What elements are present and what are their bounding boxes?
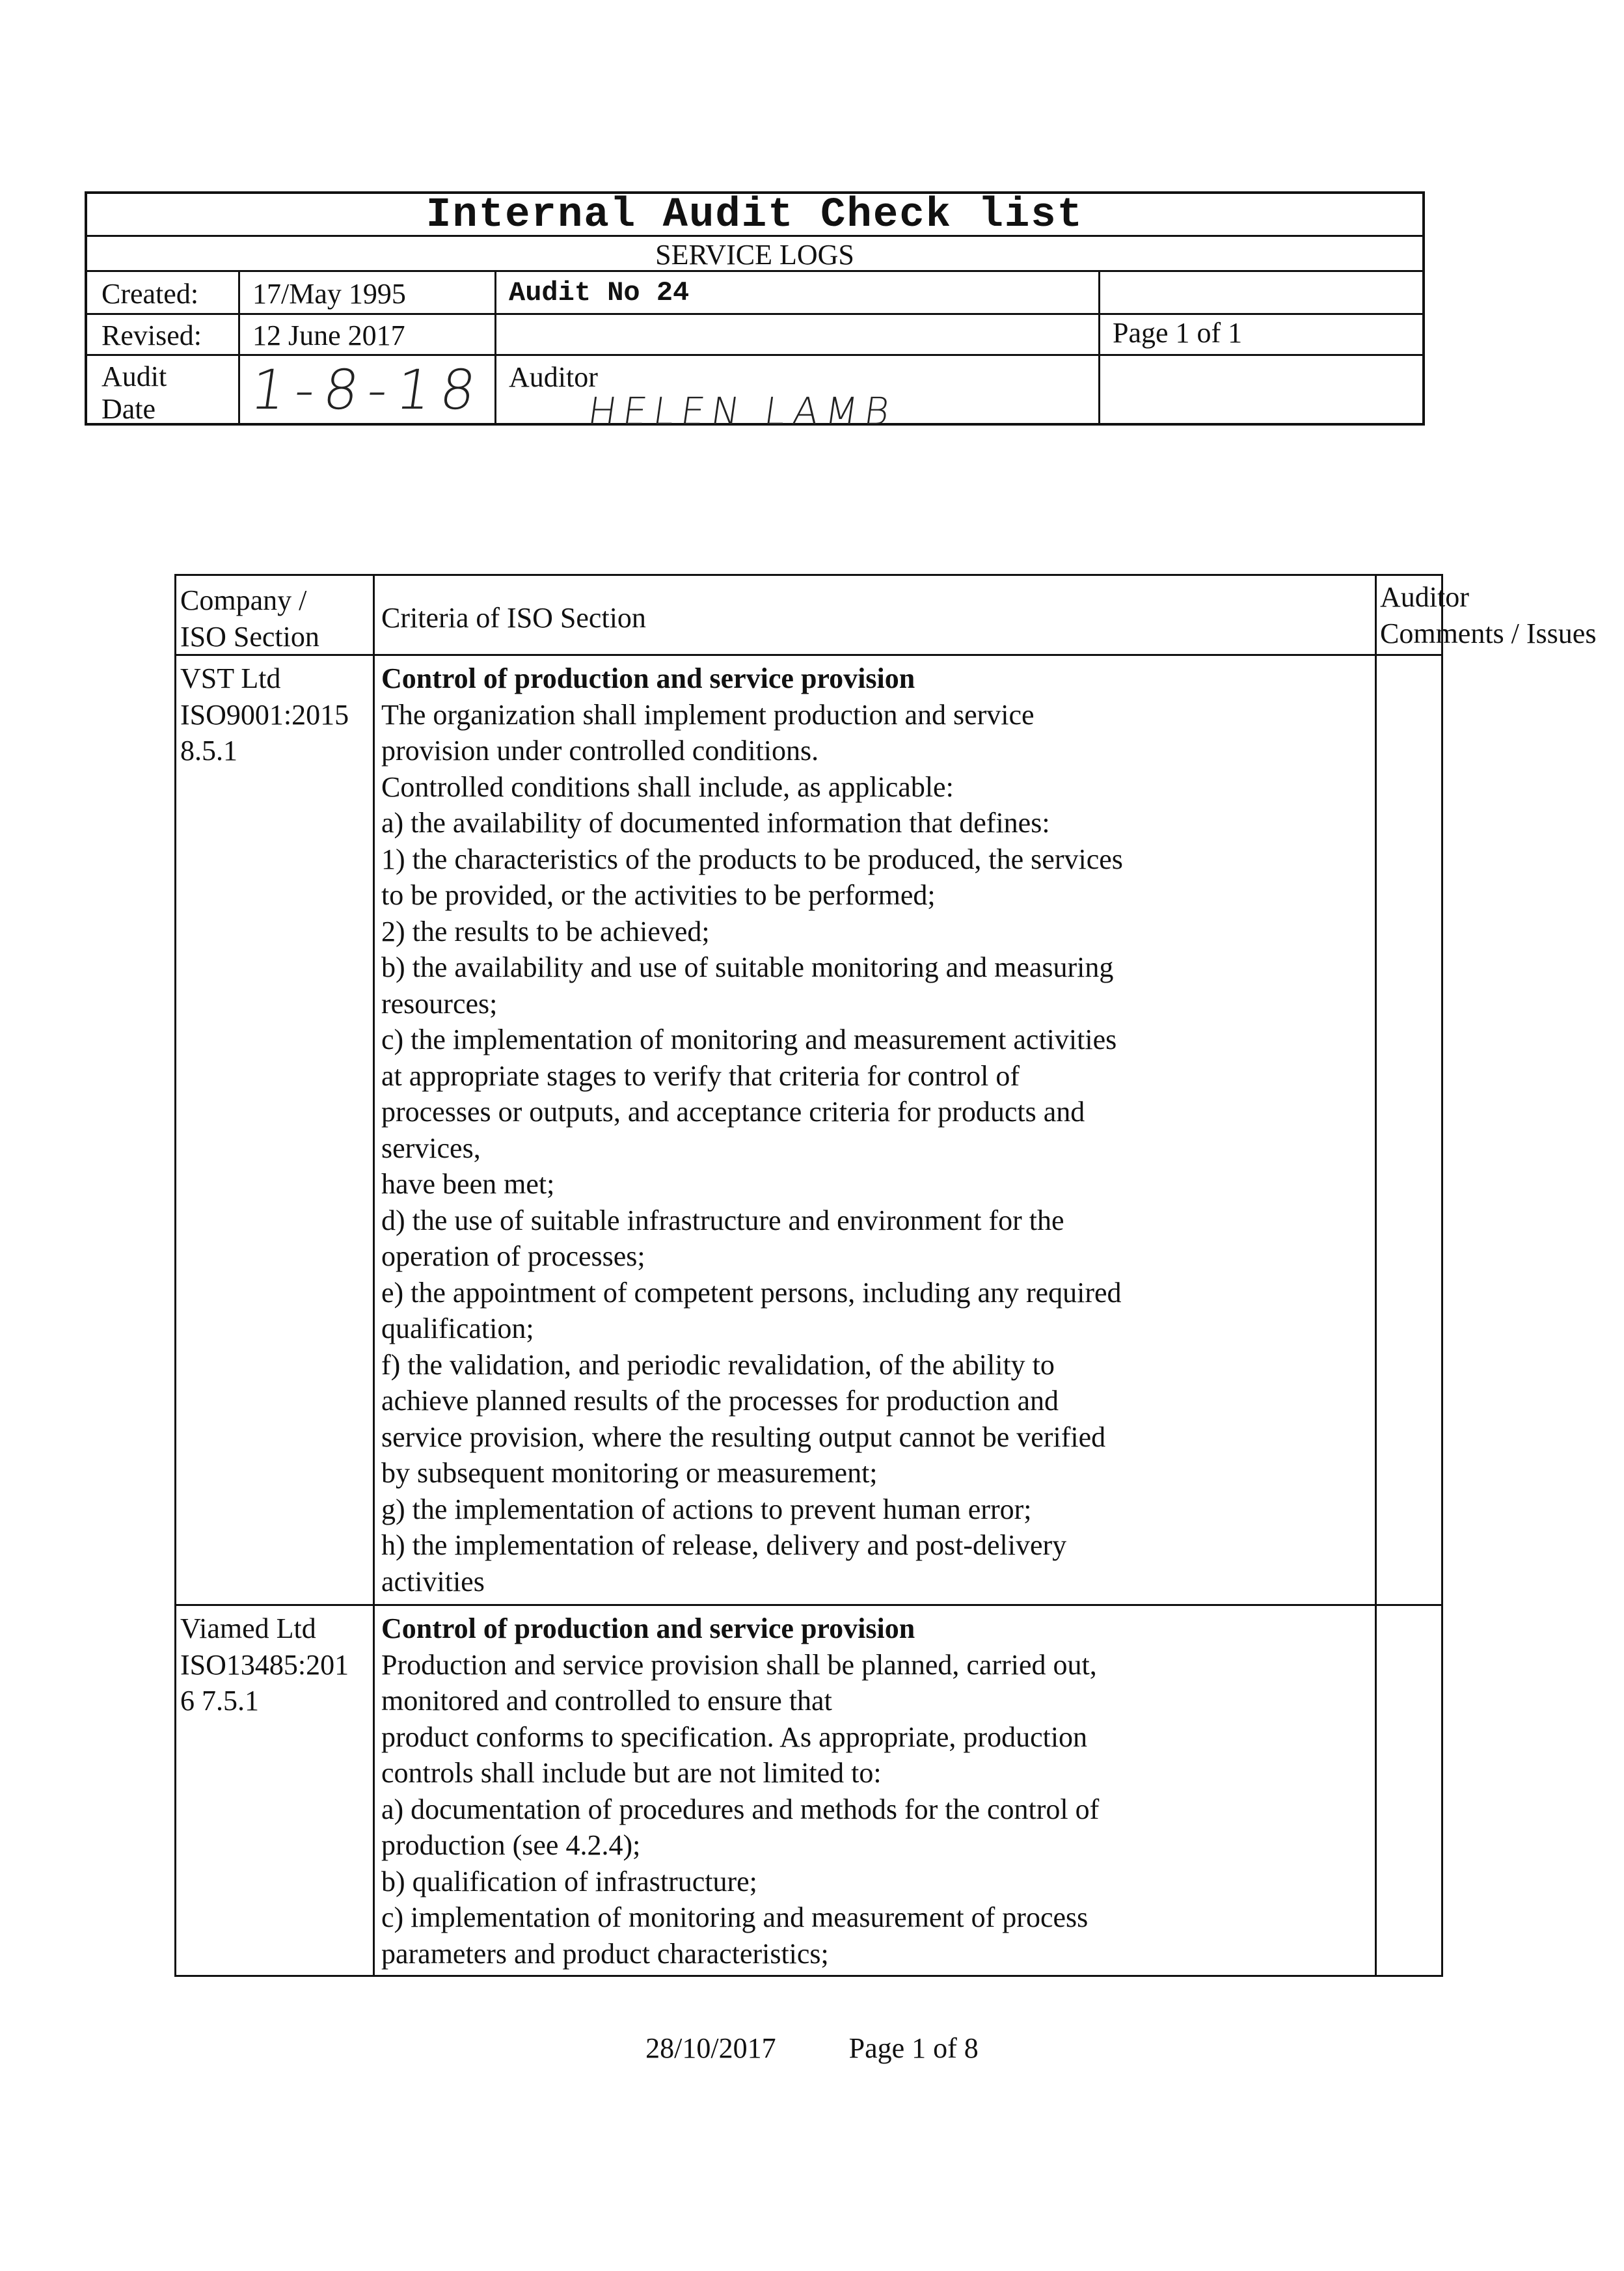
criteria-line: d) the use of suitable infrastructure and environment for the xyxy=(381,1204,1064,1236)
audit-date-label xyxy=(102,360,167,426)
revised-label: Revised: xyxy=(102,320,202,351)
criteria-line: h) the implementation of release, delivery and post-delivery xyxy=(381,1529,1067,1561)
criteria-line: a) the availability of documented information that defines: xyxy=(381,807,1050,839)
criteria-line: to be provided, or the activities to be performed; xyxy=(381,879,936,911)
criteria-line: f) the validation, and periodic revalidation, of the ability to xyxy=(381,1348,1055,1381)
revised-value: 12 June 2017 xyxy=(252,320,405,351)
audit-date-label-line: Date xyxy=(102,393,156,425)
criteria-line: c) the implementation of monitoring and measurement activities xyxy=(381,1024,1117,1055)
criteria-line: production (see 4.2.4); xyxy=(381,1829,641,1861)
document-title: Internal Audit Check list xyxy=(87,194,1422,237)
criteria-line: monitored and controlled to ensure that xyxy=(381,1685,832,1717)
auditor-handwritten-name: HELEN LAMB xyxy=(585,389,899,433)
criteria-table xyxy=(174,574,1597,1977)
header-line: Auditor xyxy=(1380,581,1469,613)
company-line: 8.5.1 xyxy=(180,735,237,767)
criteria-line: product conforms to specification. As appropriate, production xyxy=(381,1720,1088,1753)
header-divider xyxy=(494,272,496,423)
criteria-line: e) the appointment of competent persons, including any required xyxy=(381,1276,1122,1309)
header-divider xyxy=(87,354,1422,356)
criteria-line: operation of processes; xyxy=(381,1240,645,1272)
criteria-line: have been met; xyxy=(381,1168,555,1200)
criteria-line: a) documentation of procedures and methods for the control of xyxy=(381,1793,1100,1825)
created-label: Created: xyxy=(102,278,199,310)
criteria-line: 1) the characteristics of the products to be produced, the services xyxy=(381,843,1123,875)
criteria-line: services, xyxy=(381,1132,481,1164)
criteria-line: b) the availability and use of suitable monitoring and measuring xyxy=(381,951,1114,983)
criteria-line: activities xyxy=(381,1565,485,1598)
header-line: ISO Section xyxy=(180,620,319,653)
header-auditor-comments xyxy=(1380,579,1597,651)
header-table xyxy=(85,191,1425,433)
auditor-comments-cell[interactable] xyxy=(1377,1604,1445,1977)
auditor-label: Auditor xyxy=(509,361,598,393)
audit-number: Audit No 24 xyxy=(509,277,690,308)
footer-page-number: Page 1 of 8 xyxy=(848,2032,979,2064)
header-divider xyxy=(87,313,1422,315)
criteria-line: processes or outputs, and acceptance criteria for products and xyxy=(381,1096,1085,1128)
row-company-iso xyxy=(176,660,379,769)
document-subtitle: SERVICE LOGS xyxy=(87,237,1422,272)
criteria-line: g) the implementation of actions to prevent human error; xyxy=(381,1493,1032,1525)
footer-date: 28/10/2017 xyxy=(645,2032,776,2064)
criteria-line: 2) the results to be achieved; xyxy=(381,915,710,947)
audit-date-label-line: Audit xyxy=(102,360,167,392)
criteria-line: parameters and product characteristics; xyxy=(381,1937,829,1970)
company-line: Viamed Ltd xyxy=(180,1612,316,1644)
row-criteria xyxy=(375,660,1383,1599)
criteria-line: The organization shall implement production and service xyxy=(381,698,1035,731)
auditor-comments-cell[interactable] xyxy=(1377,654,1445,1604)
criteria-line: b) qualification of infrastructure; xyxy=(381,1865,757,1897)
row-criteria xyxy=(375,1611,1383,1972)
criteria-line: resources; xyxy=(381,987,498,1020)
header-line: Comments / Issues xyxy=(1380,617,1597,649)
header-criteria: Criteria of ISO Section xyxy=(381,602,646,634)
criteria-heading: Control of production and service provision xyxy=(381,1612,915,1644)
criteria-line: qualification; xyxy=(381,1312,534,1344)
criteria-line: achieve planned results of the processes for production and xyxy=(381,1385,1059,1417)
header-divider xyxy=(1098,272,1100,423)
criteria-line: at appropriate stages to verify that criteria for control of xyxy=(381,1059,1020,1092)
created-value: 17/May 1995 xyxy=(252,278,406,310)
criteria-line: controls shall include but are not limited to: xyxy=(381,1757,882,1789)
audit-date-handwritten: 1-8-18 xyxy=(247,358,489,422)
page-indicator: Page 1 of 1 xyxy=(1113,317,1243,349)
header-line: Company / xyxy=(180,584,307,616)
criteria-line: service provision, where the resulting output cannot be verified xyxy=(381,1421,1106,1453)
row-company-iso xyxy=(176,1611,379,1719)
company-line: VST Ltd xyxy=(180,662,281,694)
company-line: ISO9001:2015 xyxy=(180,698,349,731)
criteria-line: provision under controlled conditions. xyxy=(381,735,819,767)
header-divider xyxy=(238,272,240,423)
criteria-line: Controlled conditions shall include, as applicable: xyxy=(381,770,954,803)
criteria-line: c) implementation of monitoring and measurement of process xyxy=(381,1901,1089,1933)
criteria-line: by subsequent monitoring or measurement; xyxy=(381,1457,878,1489)
criteria-line: Production and service provision shall be planned, carried out, xyxy=(381,1648,1097,1681)
criteria-heading: Control of production and service provision xyxy=(381,662,915,694)
row-divider xyxy=(176,1604,1441,1606)
company-line: ISO13485:201 xyxy=(180,1648,349,1681)
header-company-iso xyxy=(176,582,379,655)
company-line: 6 7.5.1 xyxy=(180,1685,259,1717)
page-footer xyxy=(0,2032,1624,2065)
